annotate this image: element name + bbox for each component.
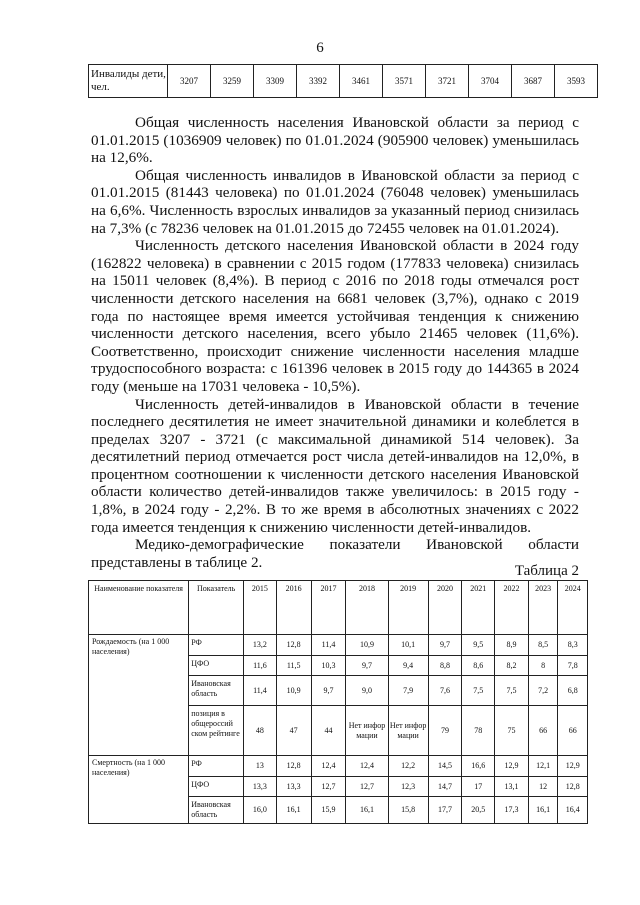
table-cell: 3207 [168,65,211,98]
table-cell: 10,3 [311,656,346,676]
table-cell: 9,4 [388,656,428,676]
table-cell: 7,5 [495,676,529,706]
table-cell: 3309 [254,65,297,98]
table-cell: 9,7 [346,656,388,676]
table-cell: 13,1 [495,777,529,797]
table-cell: 17,3 [495,797,529,824]
table-cell: 16,1 [346,797,388,824]
table-cell: 12,4 [346,756,388,777]
header-year: 2017 [311,581,346,635]
table-row [89,756,588,777]
table-cell: 14,7 [428,777,462,797]
table-cell: 3392 [297,65,340,98]
disabled-children-table [88,64,598,98]
table-cell: 16,1 [276,797,311,824]
table-cell: 13 [244,756,277,777]
paragraph: Общая численность инвалидов в Ивановской области за период с 01.01.2015 (81443 человека) по 01.01.2024 (76048 человек) уменьшилась на 6,6%. Численность взрослых инвалидов за указанный период снизилась на 7,3% (с 78236 человек на 01.01.2015 до 72455 человек на 01.01.2024). [91,166,579,237]
table-cell: Нет инфор мации [388,706,428,756]
table-cell: 11,4 [244,676,277,706]
table-cell: 7,9 [388,676,428,706]
header-row [89,581,588,635]
table-cell: 12 [528,777,558,797]
table-cell: 11,5 [276,656,311,676]
row-label: Инвалиды дети, чел. [89,65,168,98]
demographics-table [88,580,588,824]
table-cell: 12,7 [346,777,388,797]
paragraph: Общая численность населения Ивановской области за период с 01.01.2015 (1036909 человек) по 01.01.2024 (905900 человек) уменьшилась на 12,6%. [91,114,579,167]
row-label: РФ [189,756,244,777]
table-cell: 12,8 [276,756,311,777]
table-cell: 12,9 [495,756,529,777]
table-cell: 7,6 [428,676,462,706]
section-name: Смертность (на 1 000 населения) [89,756,189,824]
header-year: 2016 [276,581,311,635]
table-cell: 11,4 [311,635,346,656]
table-cell: 8,2 [495,656,529,676]
table-cell: 78 [462,706,495,756]
table-cell: 9,7 [311,676,346,706]
table-cell: 8 [528,656,558,676]
row-label: РФ [189,635,244,656]
header-year: 2024 [558,581,588,635]
table-cell: 3687 [512,65,555,98]
table-cell: 10,9 [346,635,388,656]
table-cell: 8,5 [528,635,558,656]
table-cell: 17 [462,777,495,797]
table-cell: 8,3 [558,635,588,656]
table-cell: 3461 [340,65,383,98]
table-cell: 10,9 [276,676,311,706]
page-number: 6 [316,40,324,56]
table-cell: 15,8 [388,797,428,824]
table-cell: 8,6 [462,656,495,676]
section-name: Рождаемость (на 1 000 населения) [89,635,189,756]
row-label: Ивановская область [189,676,244,706]
header-year: 2018 [346,581,388,635]
table-cell: 16,4 [558,797,588,824]
row-label: позиция в общероссий ском рейтинге [189,706,244,756]
table-cell: 3704 [469,65,512,98]
table-cell: 13,2 [244,635,277,656]
table-cell: 9,5 [462,635,495,656]
table-cell: 3721 [426,65,469,98]
row-label: Ивановская область [189,797,244,824]
header-year: 2023 [528,581,558,635]
table-cell: 12,7 [311,777,346,797]
table-cell: 3571 [383,65,426,98]
table-caption: Таблица 2 [514,563,579,579]
table-cell: 12,4 [311,756,346,777]
table-cell: 20,5 [462,797,495,824]
table-cell: 16,1 [528,797,558,824]
paragraph: Численность детей-инвалидов в Ивановской области в течение последнего десятилетия не имеет значительной динамики и колеблется в пределах 3207 - 3721 (с максимальной динамикой 514 человек). За десятилетний период отмечается рост числа детей-инвалидов на 12,0%, в процентном соотношении к численности детского населения Ивановской области количество детей-инвалидов также увеличилось: в 2015 году - 1,8%, в 2024 году - 2,2%. В то же время в абсолютных значениях с 2022 года имеется тенденция к снижению численности детей-инвалидов. [91,395,579,536]
table-cell: 16,0 [244,797,277,824]
header-year: 2022 [495,581,529,635]
table-cell: 48 [244,706,277,756]
table-row [89,635,588,656]
table-cell: 47 [276,706,311,756]
header-year: 2015 [244,581,277,635]
table-row [89,65,598,98]
table-cell: 3593 [555,65,598,98]
header-year: 2020 [428,581,462,635]
table-cell: 7,8 [558,656,588,676]
table-cell: 7,5 [462,676,495,706]
body-text [91,114,579,571]
row-label: ЦФО [189,656,244,676]
table-cell: 13,3 [276,777,311,797]
paragraph: Медико-демографические показатели Ивановской области представлены в таблице 2. [91,536,579,571]
header-year: 2019 [388,581,428,635]
table-cell: 9,0 [346,676,388,706]
header-year: 2021 [462,581,495,635]
row-label: ЦФО [189,777,244,797]
table-cell: 12,1 [528,756,558,777]
table-cell: 17,7 [428,797,462,824]
table-cell: 14,5 [428,756,462,777]
table-cell: 12,2 [388,756,428,777]
table-cell: 11,6 [244,656,277,676]
header-indicator: Показатель [189,581,244,635]
table-cell: 9,7 [428,635,462,656]
table-cell: 6,8 [558,676,588,706]
table-cell: Нет инфор мации [346,706,388,756]
table-cell: 3259 [211,65,254,98]
table-cell: 10,1 [388,635,428,656]
table-cell: 66 [528,706,558,756]
table-cell: 8,8 [428,656,462,676]
table-cell: 15,9 [311,797,346,824]
table-cell: 16,6 [462,756,495,777]
table-cell: 12,9 [558,756,588,777]
table-cell: 7,2 [528,676,558,706]
table-cell: 12,8 [276,635,311,656]
table-cell: 12,8 [558,777,588,797]
table-cell: 75 [495,706,529,756]
table-cell: 79 [428,706,462,756]
table-cell: 8,9 [495,635,529,656]
table-cell: 66 [558,706,588,756]
header-name: Наименование показателя [89,581,189,635]
table-cell: 12,3 [388,777,428,797]
table-cell: 13,3 [244,777,277,797]
paragraph: Численность детского населения Ивановской области в 2024 году (162822 человека) в сравнении с 2015 годом (177833 человека) снизилась на 15011 человек (8,4%). В период с 2016 по 2018 годы отмечался рост численности детского населения на 6681 человек (3,7%), однако с 2019 года по настоящее время имеется устойчивая тенденция к снижению численности детского населения, всего убыло 21465 человек (11,6%). Соответственно, происходит снижение численности населения младше трудоспособного возраста: с 161396 человек в 2015 году до 144365 в 2024 году (меньше на 17031 человека - 10,5%). [91,237,579,395]
table-cell: 44 [311,706,346,756]
